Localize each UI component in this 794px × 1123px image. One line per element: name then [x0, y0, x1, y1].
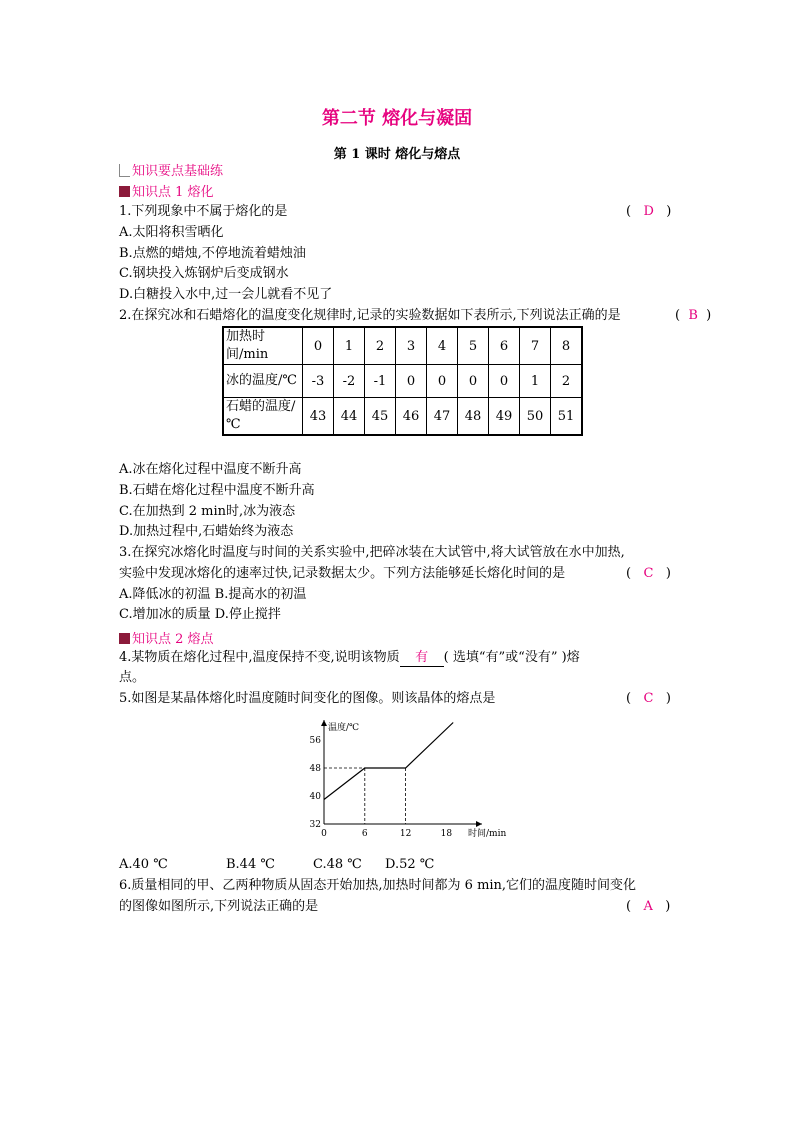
q4-line: [119, 650, 580, 667]
table-cell: 0: [489, 365, 520, 398]
table-cell: -1: [365, 365, 396, 398]
x-tick-label: 12: [399, 829, 412, 839]
table-cell: 3: [396, 327, 427, 365]
q1-option-d: D.白糖投入水中,过一会儿就看不见了: [119, 287, 333, 302]
q3-answer: C: [643, 566, 654, 581]
table-cell: 45: [365, 398, 396, 436]
q3-stem-line1: 3.在探究冰熔化时温度与时间的关系实验中,把碎冰装在大试管中,将大试管放在水中加热,: [119, 545, 625, 560]
q2-answer: B: [688, 308, 698, 323]
table-cell: 1: [334, 327, 365, 365]
y-axis-arrow-icon: [321, 720, 327, 726]
table-cell: 51: [551, 398, 583, 436]
q3-answer-bracket: ( C ): [626, 566, 671, 581]
table-cell: 48: [458, 398, 489, 436]
y-tick-label: 56: [309, 736, 321, 746]
table-cell: 5: [458, 327, 489, 365]
q1-answer: D: [643, 204, 654, 219]
table-cell: 0: [396, 365, 427, 398]
row-header-wax: 石蜡的温度/℃: [223, 398, 303, 436]
table-cell: 2: [365, 327, 396, 365]
book-icon: [119, 186, 130, 197]
table-row: [223, 365, 582, 398]
q1-option-c: C.钢块投入炼钢炉后变成钢水: [119, 266, 289, 281]
q2-option-c: C.在加热到 2 min时,冰为液态: [119, 504, 296, 519]
x-axis-label: 时间/min: [468, 829, 507, 839]
q4-answer-blank: [400, 650, 444, 667]
section-tag-icon: [119, 164, 130, 177]
row-header-ice: 冰的温度/℃: [223, 365, 303, 398]
table-cell: 47: [427, 398, 458, 436]
table-cell: 46: [396, 398, 427, 436]
q4-answer: 有: [415, 650, 429, 665]
q6-answer-bracket: ( A ): [626, 899, 671, 914]
q4-line2: 点。: [119, 670, 146, 685]
table-row: [223, 327, 582, 365]
series-line: [324, 723, 453, 800]
table-cell: 49: [489, 398, 520, 436]
table-cell: 2: [551, 365, 583, 398]
q5-option-a: A.40 ℃: [119, 857, 168, 872]
table-row: [223, 398, 582, 436]
lesson-subtitle: 第 1 课时 熔化与熔点: [333, 147, 461, 162]
row-header-time: 加热时间/min: [223, 327, 303, 365]
page-title: 第二节 熔化与凝固: [321, 108, 473, 129]
knowledge-point-2-label: 知识点 2 熔点: [132, 632, 214, 647]
table-cell: 1: [520, 365, 551, 398]
section-basic-heading: [119, 160, 223, 179]
q4-text-after: ( 选填“有”或“没有” )熔: [443, 650, 580, 665]
section-basic-label: 知识要点基础练: [132, 164, 224, 179]
x-tick-label: 18: [440, 829, 453, 839]
table-cell: 0: [427, 365, 458, 398]
q6-stem-line1: 6.质量相同的甲、乙两种物质从固态开始加热,加热时间都为 6 min,它们的温度随时间变化: [119, 878, 637, 893]
data-table: [222, 326, 583, 436]
q6-stem-line2: 的图像如图所示,下列说法正确的是: [119, 899, 319, 914]
table-cell: 7: [520, 327, 551, 365]
q2-option-d: D.加热过程中,石蜡始终为液态: [119, 524, 294, 539]
q3-options-line2: C.增加冰的质量 D.停止搅拌: [119, 607, 281, 622]
knowledge-point-1-label: 知识点 1 熔化: [132, 185, 214, 200]
q5-option-d: D.52 ℃: [385, 857, 435, 872]
q5-answer: C: [643, 691, 654, 706]
q2-stem: 2.在探究冰和石蜡熔化的温度变化规律时,记录的实验数据如下表所示,下列说法正确的是: [119, 308, 621, 323]
table-cell: -2: [334, 365, 365, 398]
y-tick-label: 40: [309, 792, 321, 802]
q5-option-b: B.44 ℃: [226, 857, 275, 872]
q5-answer-bracket: ( C ): [626, 691, 671, 706]
table-cell: -3: [303, 365, 334, 398]
table-cell: 43: [303, 398, 334, 436]
q5-stem: 5.如图是某晶体熔化时温度随时间变化的图像。则该晶体的熔点是: [119, 691, 496, 706]
q4-text-before: 4.某物质在熔化过程中,温度保持不变,说明该物质: [119, 650, 400, 665]
x-tick-label: 0: [321, 829, 327, 839]
book-icon: [119, 633, 130, 644]
y-axis-label: 温度/℃: [328, 723, 360, 733]
q1-answer-bracket: ( D ): [626, 204, 672, 219]
knowledge-point-1: [119, 181, 214, 200]
table-cell: 50: [520, 398, 551, 436]
q3-options-line1: A.降低冰的初温 B.提高水的初温: [119, 587, 307, 602]
table-cell: 8: [551, 327, 583, 365]
q2-option-a: A.冰在熔化过程中温度不断升高: [119, 462, 302, 477]
table-cell: 4: [427, 327, 458, 365]
q6-answer: A: [643, 899, 653, 914]
q1-stem: 1.下列现象中不属于熔化的是: [119, 204, 288, 219]
table-cell: 0: [303, 327, 334, 365]
q1-option-b: B.点燃的蜡烛,不停地流着蜡烛油: [119, 246, 306, 261]
x-axis-arrow-icon: [476, 821, 482, 827]
table-cell: 44: [334, 398, 365, 436]
q5-option-c: C.48 ℃: [313, 857, 362, 872]
y-tick-label: 32: [309, 820, 321, 830]
x-tick-label: 6: [361, 829, 368, 839]
table-cell: 0: [458, 365, 489, 398]
y-tick-label: 48: [309, 764, 321, 774]
melting-graph: [300, 712, 507, 852]
q1-option-a: A.太阳将积雪晒化: [119, 225, 224, 240]
q2-answer-bracket: ( B ): [675, 308, 712, 323]
table-cell: 6: [489, 327, 520, 365]
q3-stem-line2: 实验中发现冰熔化的速率过快,记录数据太少。下列方法能够延长熔化时间的是: [119, 566, 566, 581]
q2-option-b: B.石蜡在熔化过程中温度不断升高: [119, 483, 315, 498]
knowledge-point-2: [119, 628, 214, 647]
